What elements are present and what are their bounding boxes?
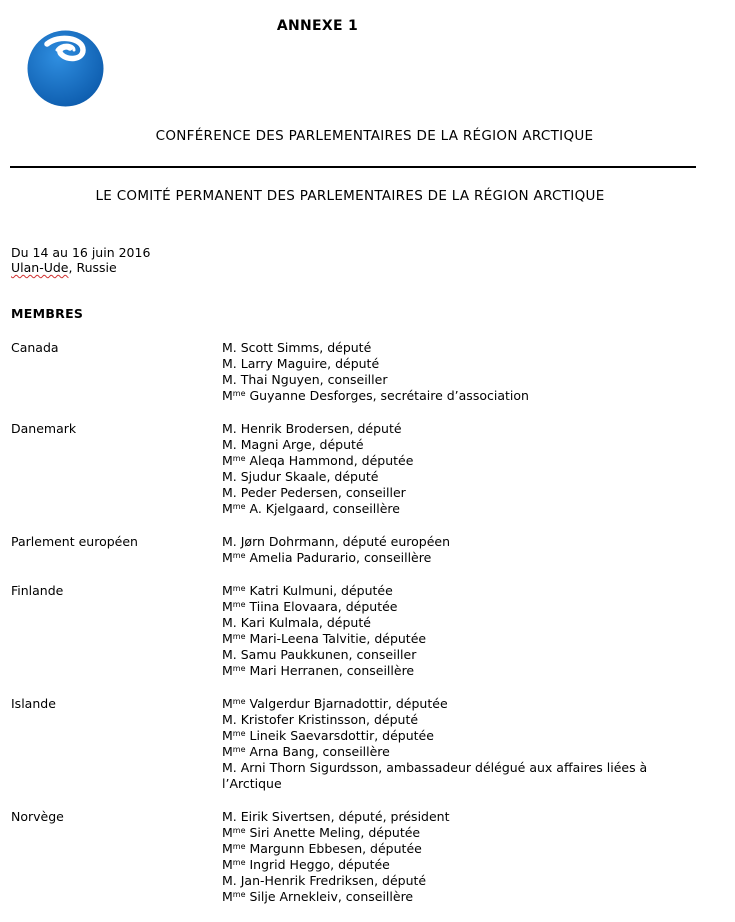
meeting-dates: Du 14 au 16 juin 2016 xyxy=(11,245,151,260)
member-name-role: Eirik Sivertsen, député, président xyxy=(236,809,450,824)
member-name-role: Tiina Elovaara, députée xyxy=(245,599,398,614)
member-name-role: Arni Thorn Sigurdsson, ambassadeur délégué aux affaires liées à l’Arctique xyxy=(222,760,648,791)
member-title-prefix: M xyxy=(222,501,233,516)
meeting-info xyxy=(11,245,150,275)
member-name-role: Margunn Ebbesen, députée xyxy=(245,841,422,856)
country-name: Parlement européen xyxy=(11,534,138,549)
member-title-prefix: M. xyxy=(222,712,237,727)
member-groups xyxy=(11,340,711,922)
member-name-role: A. Kjelgaard, conseillère xyxy=(245,501,400,516)
country-group xyxy=(11,696,711,792)
member-title-prefix: M. xyxy=(222,873,237,888)
member-title-prefix: M. xyxy=(222,372,237,387)
member-title-prefix: M xyxy=(222,857,233,872)
member-title-prefix: M xyxy=(222,841,233,856)
member-title-prefix: M. xyxy=(222,615,237,630)
member-title-prefix: M. xyxy=(222,437,237,452)
country-group xyxy=(11,809,711,905)
member-name-role: Siri Anette Meling, députée xyxy=(245,825,421,840)
member-list xyxy=(222,421,711,517)
member-title-prefix: M. xyxy=(222,534,237,549)
member-entry xyxy=(222,421,711,437)
member-title-prefix: M xyxy=(222,388,233,403)
member-entry xyxy=(222,712,711,728)
member-entry xyxy=(222,340,711,356)
header-rule xyxy=(10,166,696,168)
member-name-role: Mari Herranen, conseillère xyxy=(245,663,415,678)
member-list xyxy=(222,696,711,792)
member-title-prefix: M. xyxy=(222,809,237,824)
member-name-role: Aleqa Hammond, députée xyxy=(245,453,414,468)
member-entry xyxy=(222,534,711,550)
member-title-superscript: me xyxy=(232,454,246,463)
member-entry xyxy=(222,599,711,615)
member-name-role: Peder Pedersen, conseiller xyxy=(236,485,406,500)
member-title-prefix: M. xyxy=(222,485,237,500)
member-name-role: Kari Kulmala, député xyxy=(236,615,371,630)
member-entry xyxy=(222,485,711,501)
member-title-prefix: M. xyxy=(222,356,237,371)
member-name-role: Magni Arge, député xyxy=(236,437,364,452)
member-name-role: Lineik Saevarsdottir, députée xyxy=(245,728,434,743)
member-name-role: Silje Arnekleiv, conseillère xyxy=(245,889,414,904)
member-title-superscript: me xyxy=(232,729,246,738)
member-entry xyxy=(222,809,711,825)
member-entry xyxy=(222,841,711,857)
member-list xyxy=(222,340,711,404)
section-title: MEMBRES xyxy=(11,306,84,321)
member-entry xyxy=(222,615,711,631)
member-name-role: Mari-Leena Talvitie, députée xyxy=(245,631,427,646)
member-title-superscript: me xyxy=(232,664,246,673)
member-title-prefix: M xyxy=(222,825,233,840)
member-entry xyxy=(222,663,711,679)
member-title-prefix: M. xyxy=(222,760,237,775)
member-entry xyxy=(222,873,711,889)
member-entry xyxy=(222,469,711,485)
member-entry xyxy=(222,696,711,712)
member-name-role: Samu Paukkunen, conseiller xyxy=(236,647,417,662)
country-group xyxy=(11,534,711,566)
member-name-role: Ingrid Heggo, députée xyxy=(245,857,390,872)
member-title-superscript: me xyxy=(232,600,246,609)
meeting-location xyxy=(11,260,150,275)
country-group xyxy=(11,340,711,404)
member-name-role: Guyanne Desforges, secrétaire d’association xyxy=(245,388,529,403)
member-name-role: Amelia Padurario, conseillère xyxy=(245,550,432,565)
member-title-superscript: me xyxy=(232,745,246,754)
member-title-prefix: M xyxy=(222,599,233,614)
member-entry xyxy=(222,889,711,905)
member-entry xyxy=(222,583,711,599)
member-entry xyxy=(222,647,711,663)
member-entry xyxy=(222,744,711,760)
member-title-prefix: M xyxy=(222,728,233,743)
country-group xyxy=(11,583,711,679)
member-title-prefix: M. xyxy=(222,647,237,662)
member-entry xyxy=(222,825,711,841)
member-list xyxy=(222,583,711,679)
country-name: Canada xyxy=(11,340,59,355)
member-name-role: Valgerdur Bjarnadottir, députée xyxy=(245,696,448,711)
member-title-superscript: me xyxy=(232,826,246,835)
member-title-superscript: me xyxy=(232,890,246,899)
country-group xyxy=(11,421,711,517)
member-title-prefix: M xyxy=(222,631,233,646)
country-name: Finlande xyxy=(11,583,64,598)
conference-title: CONFÉRENCE DES PARLEMENTAIRES DE LA RÉGION ARCTIQUE xyxy=(155,128,594,144)
member-title-prefix: M. xyxy=(222,469,237,484)
member-entry xyxy=(222,728,711,744)
member-name-role: Sjudur Skaale, député xyxy=(236,469,379,484)
member-entry xyxy=(222,388,711,404)
member-list xyxy=(222,534,711,566)
member-title-prefix: M xyxy=(222,583,233,598)
member-title-superscript: me xyxy=(232,697,246,706)
member-entry xyxy=(222,453,711,469)
member-title-superscript: me xyxy=(232,551,246,560)
member-name-role: Thai Nguyen, conseiller xyxy=(236,372,388,387)
member-title-prefix: M xyxy=(222,744,233,759)
member-title-prefix: M xyxy=(222,663,233,678)
member-title-prefix: M. xyxy=(222,340,237,355)
member-title-superscript: me xyxy=(232,584,246,593)
member-name-role: Jan-Henrik Fredriksen, député xyxy=(236,873,427,888)
member-title-superscript: me xyxy=(232,502,246,511)
member-title-prefix: M. xyxy=(222,421,237,436)
member-name-role: Arna Bang, conseillère xyxy=(245,744,390,759)
member-title-prefix: M xyxy=(222,453,233,468)
country-name: Islande xyxy=(11,696,56,711)
member-entry xyxy=(222,857,711,873)
member-entry xyxy=(222,437,711,453)
member-title-superscript: me xyxy=(232,632,246,641)
member-title-superscript: me xyxy=(232,389,246,398)
annex-title: ANNEXE 1 xyxy=(276,18,359,34)
member-entry xyxy=(222,631,711,647)
member-title-prefix: M xyxy=(222,550,233,565)
country-name: Danemark xyxy=(11,421,77,436)
member-name-role: Larry Maguire, député xyxy=(236,356,380,371)
member-entry xyxy=(222,550,711,566)
member-name-role: Jørn Dohrmann, député européen xyxy=(236,534,451,549)
country-name: Norvège xyxy=(11,809,64,824)
member-name-role: Henrik Brodersen, député xyxy=(236,421,402,436)
member-title-prefix: M xyxy=(222,889,233,904)
member-entry xyxy=(222,356,711,372)
member-title-superscript: me xyxy=(232,842,246,851)
member-entry xyxy=(222,372,711,388)
member-list xyxy=(222,809,711,905)
member-title-superscript: me xyxy=(232,858,246,867)
meeting-city: Ulan-Ude xyxy=(11,260,69,275)
member-name-role: Katri Kulmuni, députée xyxy=(245,583,393,598)
arctic-parliamentarians-logo-icon xyxy=(27,30,104,107)
meeting-country: , Russie xyxy=(68,260,117,275)
member-name-role: Kristofer Kristinsson, député xyxy=(236,712,419,727)
member-entry xyxy=(222,501,711,517)
member-name-role: Scott Simms, député xyxy=(236,340,372,355)
member-title-prefix: M xyxy=(222,696,233,711)
member-entry xyxy=(222,760,711,792)
committee-title: LE COMITÉ PERMANENT DES PARLEMENTAIRES DE LA RÉGION ARCTIQUE xyxy=(95,188,605,204)
